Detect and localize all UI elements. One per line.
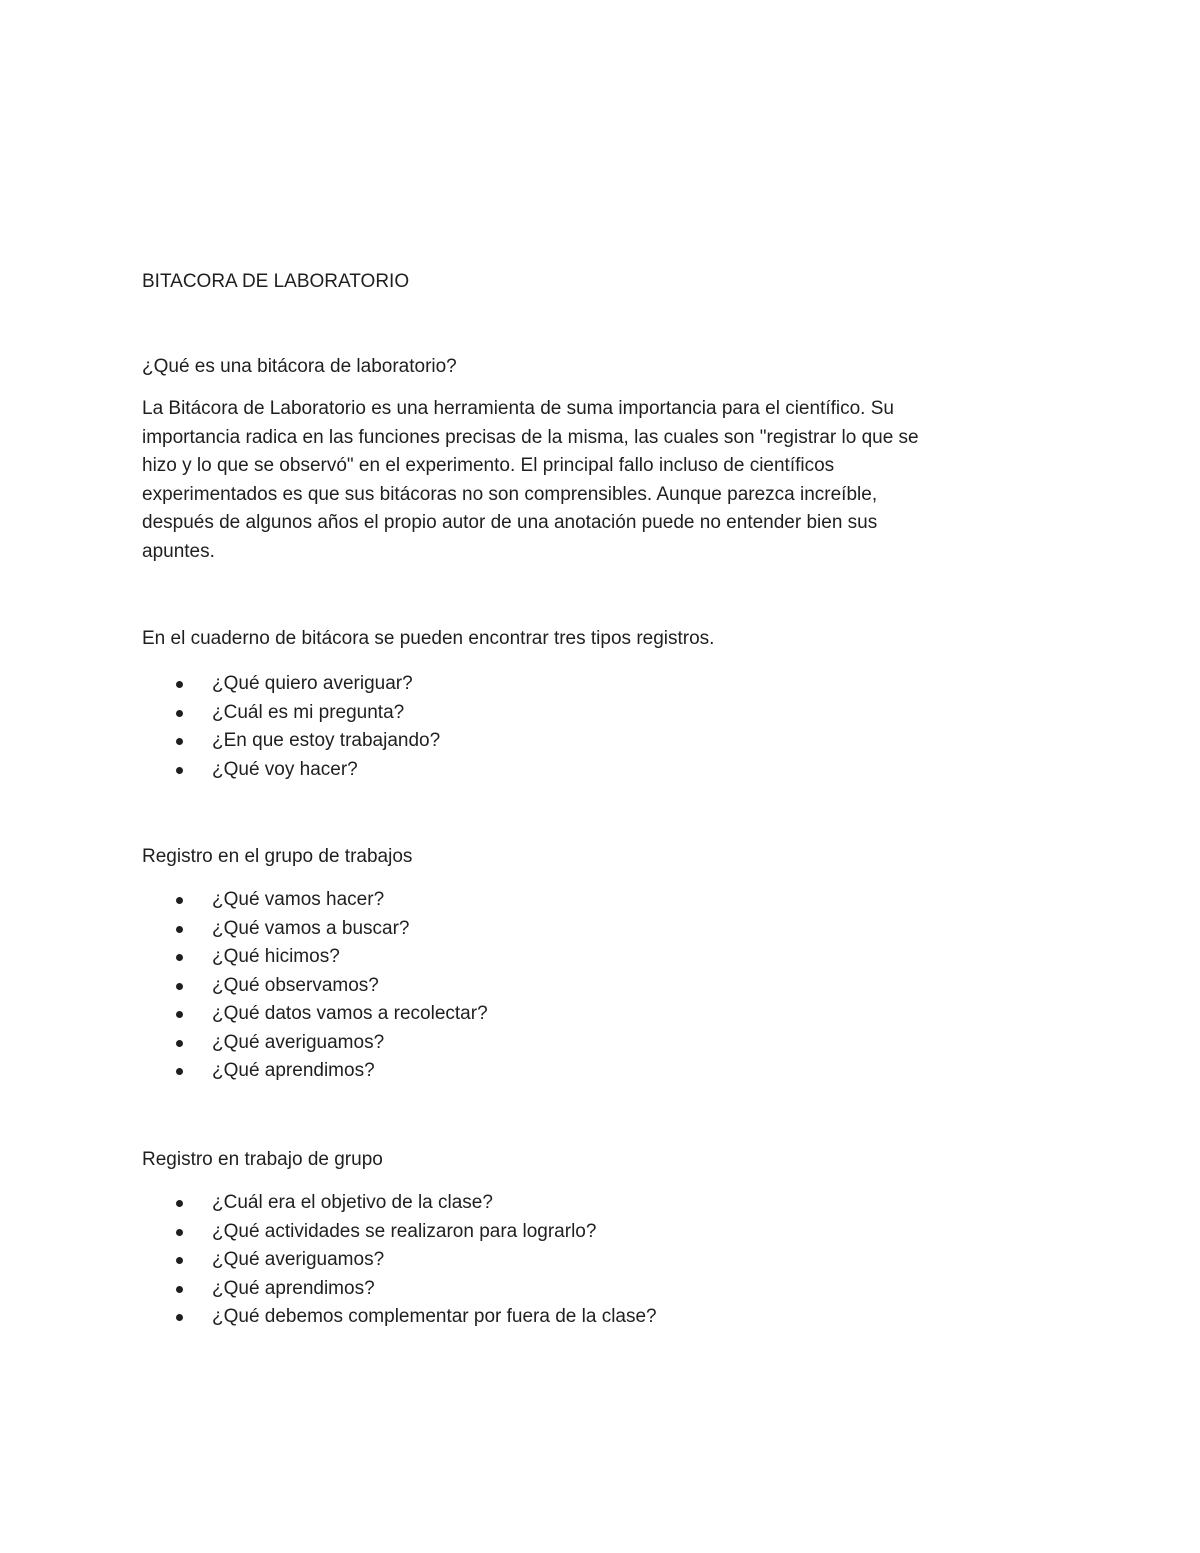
paragraph-line: importancia radica en las funciones precisas de la misma, las cuales son "registrar lo que se xyxy=(142,426,919,448)
list-item: ¿Cuál era el objetivo de la clase? xyxy=(142,1189,657,1218)
bullet-icon xyxy=(176,710,183,717)
bullet-icon xyxy=(176,1314,183,1321)
section-heading-group-work: Registro en el grupo de trabajos xyxy=(142,846,413,867)
bullet-icon xyxy=(176,1040,183,1047)
paragraph-line: experimentados es que sus bitácoras no son comprensibles. Aunque parezca increíble, xyxy=(142,483,878,505)
list-item: ¿Qué quiero averiguar? xyxy=(142,670,440,699)
bullet-icon xyxy=(176,1286,183,1293)
list-item: ¿Qué vamos a buscar? xyxy=(142,915,488,944)
team-work-records-list xyxy=(142,1189,657,1332)
bullet-icon xyxy=(176,954,183,961)
section-heading-team-work: Registro en trabajo de grupo xyxy=(142,1149,383,1170)
paragraph-line: La Bitácora de Laboratorio es una herramienta de suma importancia para el científico. Su xyxy=(142,398,894,419)
list-item: ¿Qué hicimos? xyxy=(142,943,488,972)
list-item: ¿Qué datos vamos a recolectar? xyxy=(142,1000,488,1029)
section-question: ¿Qué es una bitácora de laboratorio? xyxy=(142,356,457,377)
list-item: ¿Cuál es mi pregunta? xyxy=(142,699,440,728)
bullet-icon xyxy=(176,681,183,688)
bullet-icon xyxy=(176,1257,183,1264)
list-item: ¿Qué aprendimos? xyxy=(142,1275,657,1304)
paragraph-line: hizo y lo que se observó" en el experimento. El principal fallo incluso de científicos xyxy=(142,455,835,476)
list-item: ¿Qué averiguamos? xyxy=(142,1246,657,1275)
paragraph-line: después de algunos años el propio autor de una anotación puede no entender bien sus xyxy=(142,512,878,533)
list-item: ¿En que estoy trabajando? xyxy=(142,727,440,756)
document-title: BITACORA DE LABORATORIO xyxy=(142,271,410,292)
group-work-records-list xyxy=(142,886,488,1086)
list-item: ¿Qué averiguamos? xyxy=(142,1029,488,1058)
personal-records-list xyxy=(142,670,440,784)
bullet-icon xyxy=(176,1200,183,1207)
bullet-icon xyxy=(176,738,183,745)
bullet-icon xyxy=(176,897,183,904)
list-item: ¿Qué aprendimos? xyxy=(142,1057,488,1086)
paragraph-line: apuntes. xyxy=(142,540,215,562)
list-item: ¿Qué debemos complementar por fuera de la clase? xyxy=(142,1303,657,1332)
bullet-icon xyxy=(176,767,183,774)
list-item: ¿Qué voy hacer? xyxy=(142,756,440,785)
bullet-icon xyxy=(176,926,183,933)
bullet-icon xyxy=(176,1229,183,1236)
definition-paragraph xyxy=(142,395,1042,566)
list-item: ¿Qué actividades se realizaron para lograrlo? xyxy=(142,1218,657,1247)
bullet-icon xyxy=(176,1011,183,1018)
list-item: ¿Qué vamos hacer? xyxy=(142,886,488,915)
bullet-icon xyxy=(176,1068,183,1075)
list-item: ¿Qué observamos? xyxy=(142,972,488,1001)
bullet-icon xyxy=(176,983,183,990)
records-intro: En el cuaderno de bitácora se pueden encontrar tres tipos registros. xyxy=(142,628,715,649)
